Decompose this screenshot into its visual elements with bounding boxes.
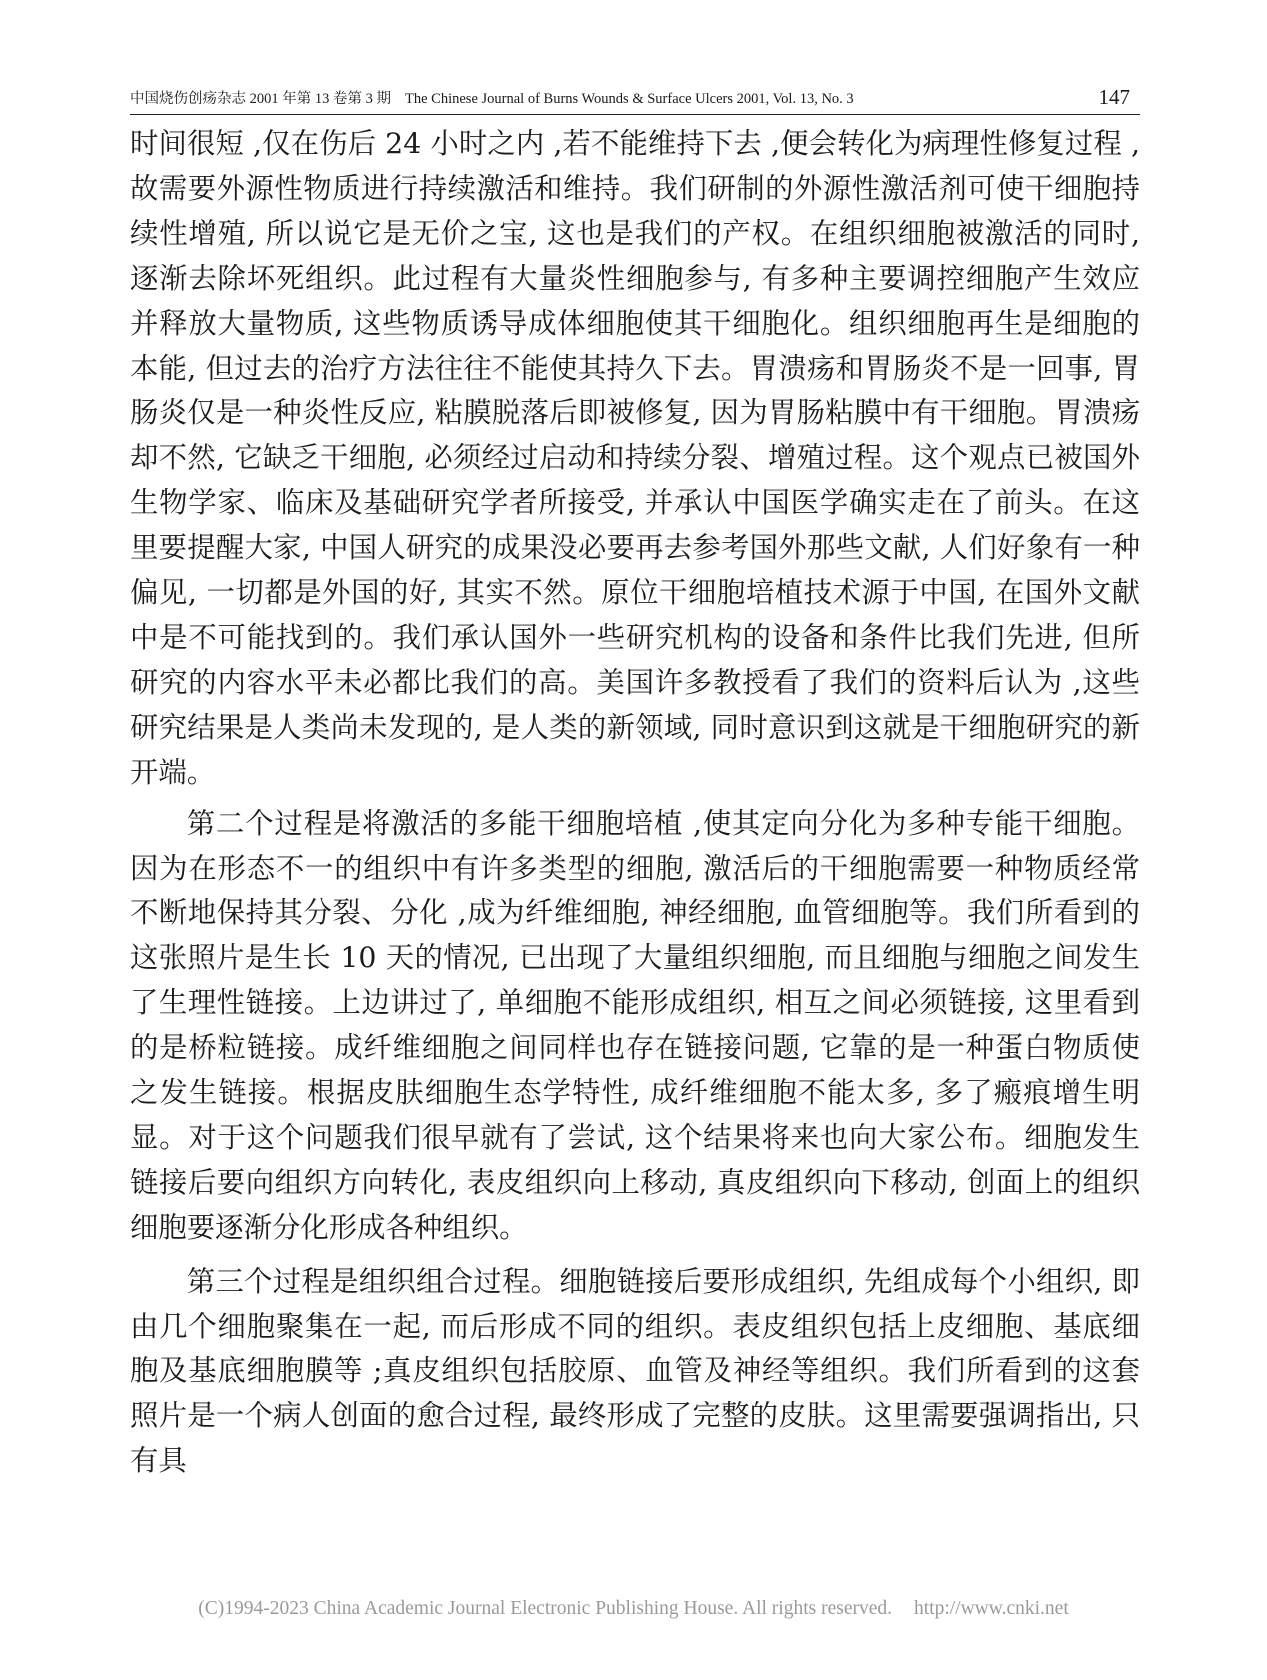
paragraph-1: 时间很短 ,仅在伤后 24 小时之内 ,若不能维持下去 ,便会转化为病理性修复过程 ,故需要外源性物质进行持续激活和维持。我们研制的外源性激活剂可使干细胞持续性增殖, 所以说它是无价之宝, 这也是我们的产权。在组织细胞被激活的同时, 逐渐去除坏死组织。此过程有大量炎性细胞参与, 有多种主要调控细胞产生效应并释放大量物质, 这些物质诱导成体细胞使其干细胞化。组织细胞再生是细胞的本能, 但过去的治疗方法往往不能使其持久下去。胃溃疡和胃肠炎不是一回事, 胃肠炎仅是一种炎性反应, 粘膜脱落后即被修复, 因为胃肠粘膜中有干细胞。胃溃疡却不然, 它缺乏干细胞, 必须经过启动和持续分裂、增殖过程。这个观点已被国外生物学家、临床及基础研究学者所接受, 并承认中国医学确实走在了前头。在这里要提醒大家, 中国人研究的成果没必要再去参考国外那些文献, 人们好象有一种偏见, 一切都是外国的好, 其实不然。原位干细胞培植技术源于中国, 在国外文献中是不可能找到的。我们承认国外一些研究机构的设备和条件比我们先进, 但所研究的内容水平未必都比我们的高。美国许多教授看了我们的资料后认为 ,这些研究结果是人类尚未发现的, 是人类的新领域, 同时意识到这就是干细胞研究的新开端。 — [130, 127, 1140, 789]
journal-citation — [130, 87, 854, 108]
paragraph-3: 第三个过程是组织组合过程。细胞链接后要形成组织, 先组成每个小组织, 即由几个细胞聚集在一起, 而后形成不同的组织。表皮组织包括上皮细胞、基底细胞及基底细胞膜等 ;真皮组织包括胶原、血管及神经等组织。我们所看到的这套照片是一个病人创面的愈合过程, 最终形成了完整的皮肤。这里需要强调指出, 只有具 — [130, 1264, 1140, 1478]
cnki-url: http://www.cnki.net — [914, 1598, 1069, 1619]
copyright-notice: (C)1994-2023 China Academic Journal Electronic Publishing House. All rights reserved. — [198, 1598, 893, 1619]
paragraph-2: 第二个过程是将激活的多能干细胞培植 ,使其定向分化为多种专能干细胞。因为在形态不一的组织中有许多类型的细胞, 激活后的干细胞需要一种物质经常不断地保持其分裂、分化 ,成为纤维细胞, 神经细胞, 血管细胞等。我们所看到的这张照片是生长 10 天的情况, 已出现了大量组织细胞, 而且细胞与细胞之间发生了生理性链接。上边讲过了, 单细胞不能形成组织, 相互之间必须链接, 这里看到的是桥粒链接。成纤维细胞之间同样也存在链接问题, 它靠的是一种蛋白物质使之发生链接。根据皮肤细胞生态学特性, 成纤维细胞不能太多, 多了瘢痕增生明显。对于这个问题我们很早就有了尝试, 这个结果将来也向大家公布。细胞发生链接后要向组织方向转化, 表皮组织向上移动, 真皮组织向下移动, 创面上的组织细胞要逐渐分化形成各种组织。 — [130, 806, 1140, 1244]
page-number: 147 — [1098, 85, 1130, 109]
copyright-footer — [0, 1598, 1267, 1620]
journal-title-en: The Chinese Journal of Burns Wounds & Surface Ulcers 2001, Vol. 13, No. 3 — [405, 91, 854, 107]
article-body — [130, 122, 1140, 1484]
running-header — [130, 84, 1140, 115]
journal-title-cn: 中国烧伤创疡杂志 2001 年第 13 卷第 3 期 — [130, 91, 391, 107]
